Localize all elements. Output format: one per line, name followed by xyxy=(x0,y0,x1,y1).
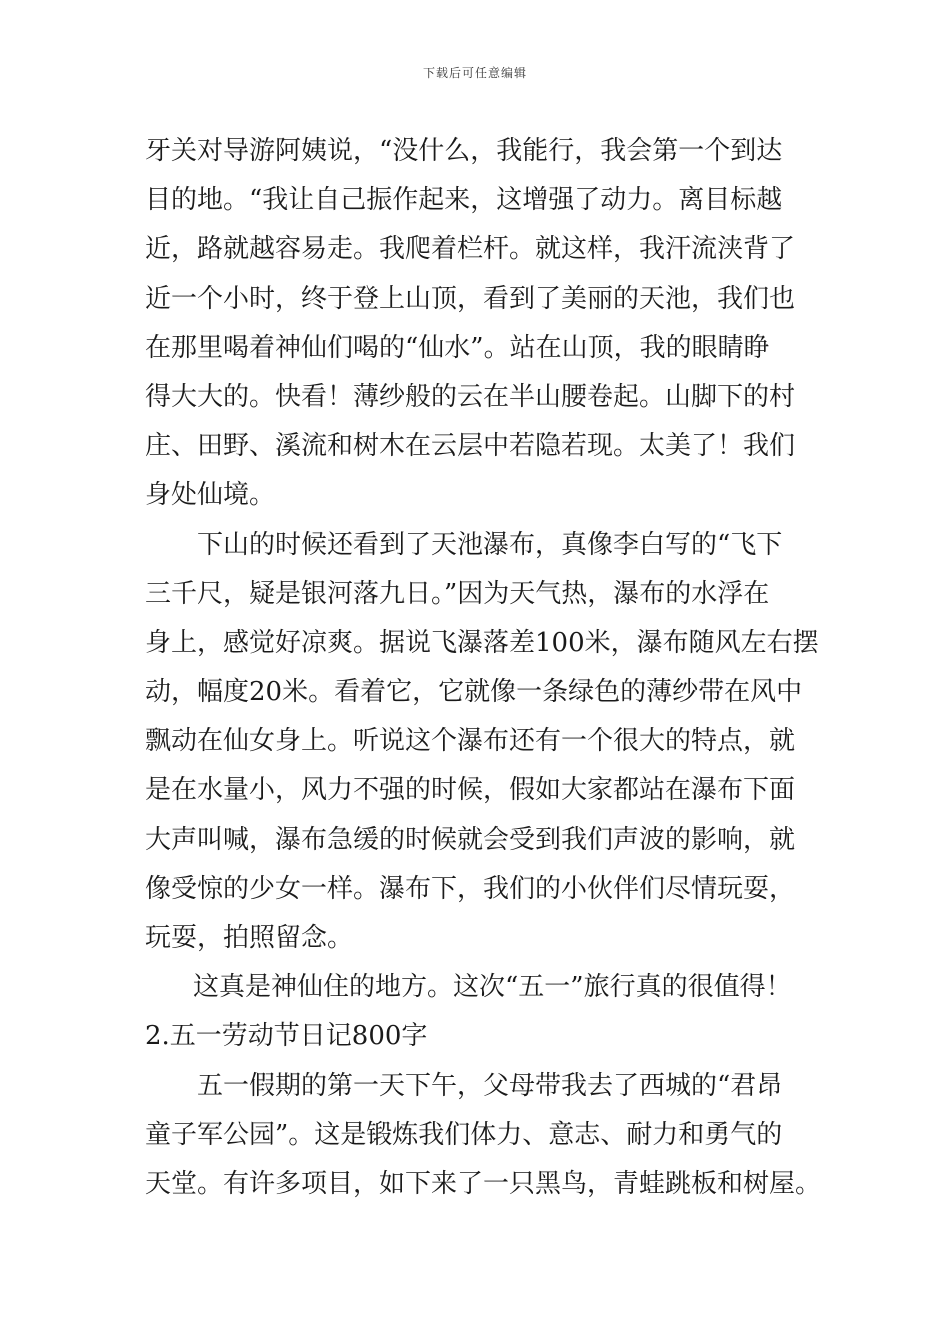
document-body xyxy=(145,127,822,1209)
text-line: 身上，感觉好凉爽。据说飞瀑落差100米，瀑布随风左右摆 xyxy=(145,627,819,658)
page-header: 下载后可任意编辑 xyxy=(422,66,527,80)
text-line: 像受惊的少女一样。瀑布下，我们的小伙伴们尽情玩耍， xyxy=(145,873,796,904)
text-line: 近一个小时，终于登上山顶，看到了美丽的天池，我们也 xyxy=(145,283,796,314)
text-line: 近，路就越容易走。我爬着栏杆。就这样，我汗流浃背了 xyxy=(145,234,796,265)
text-line: 是在水量小，风力不强的时候，假如大家都站在瀑布下面 xyxy=(145,775,796,806)
text-line: 庄、田野、溪流和树木在云层中若隐若现。太美了！我们 xyxy=(145,431,796,462)
section-heading: 2.五一劳动节日记800字 xyxy=(145,1021,428,1052)
paragraph-start-line: 下山的时候还看到了天池瀑布，真像李白写的“飞下 xyxy=(197,529,783,560)
text-line: 动，幅度20米。看着它，它就像一条绿色的薄纱带在风中 xyxy=(145,677,803,708)
text-line: 目的地。“我让自己振作起来，这增强了动力。离目标越 xyxy=(145,185,783,216)
paragraph-start-line: 五一假期的第一天下午，父母带我去了西城的“君昂 xyxy=(197,1070,783,1101)
text-line: 大声叫喊，瀑布急缓的时候就会受到我们声波的影响，就 xyxy=(145,824,796,855)
paragraph-start-line: 这真是神仙住的地方。这次“五一”旅行真的很值得！ xyxy=(193,972,792,1003)
text-line: 得大大的。快看！薄纱般的云在半山腰卷起。山脚下的村 xyxy=(145,381,796,412)
text-line: 三千尺，疑是银河落九日。”因为天气热，瀑布的水浮在 xyxy=(145,578,770,609)
text-line: 童子军公园”。这是锻炼我们体力、意志、耐力和勇气的 xyxy=(145,1119,783,1150)
text-line: 牙关对导游阿姨说，“没什么，我能行，我会第一个到达 xyxy=(145,136,783,166)
text-line: 玩耍，拍照留念。 xyxy=(145,923,354,953)
text-line: 天堂。有许多项目，如下来了一只黑鸟，青蛙跳板和树屋。 xyxy=(145,1168,822,1199)
text-line: 身处仙境。 xyxy=(145,480,276,511)
text-line: 飘动在仙女身上。听说这个瀑布还有一个很大的特点，就 xyxy=(145,726,796,757)
text-line: 在那里喝着神仙们喝的“仙水”。站在山顶，我的眼睛睁 xyxy=(145,332,770,363)
